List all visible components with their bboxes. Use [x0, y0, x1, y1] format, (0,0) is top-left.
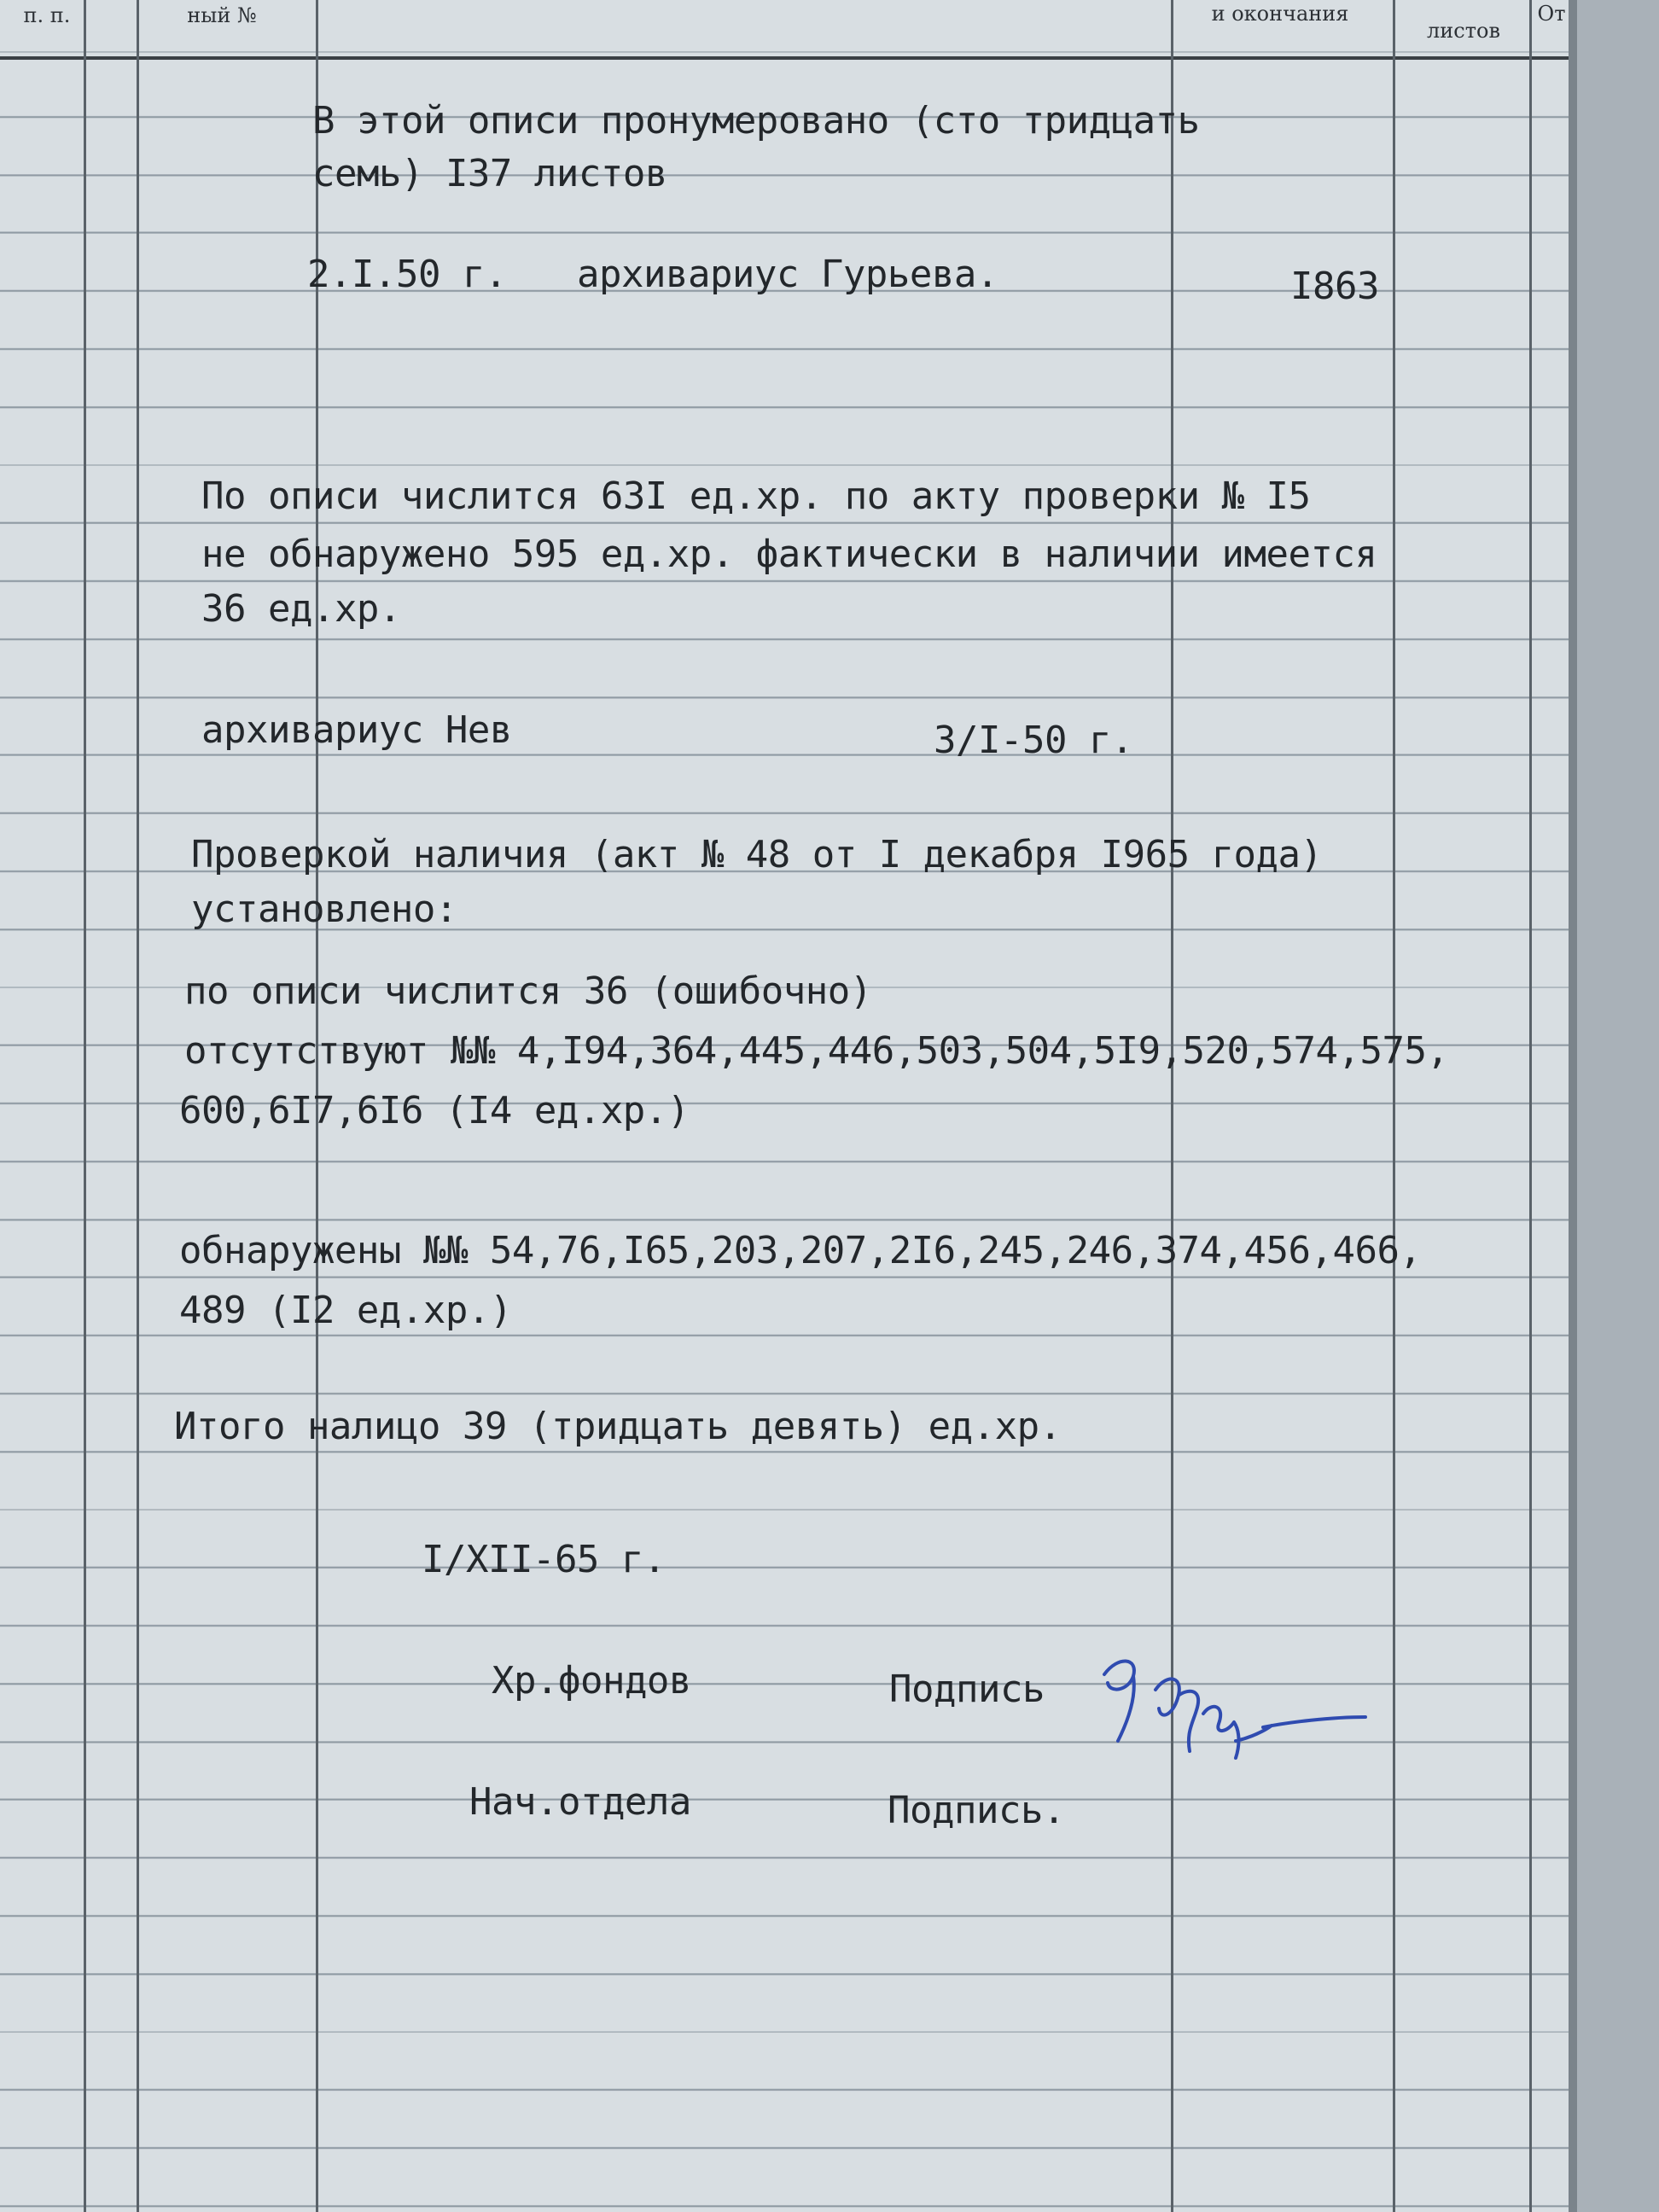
text-line-16: I/XII-65 г.: [422, 1538, 666, 1581]
page-edge: [1569, 0, 1659, 2212]
text-line-7-role: архивариус Нев: [201, 708, 512, 752]
text-line-6: 36 ед.хр.: [201, 587, 401, 631]
text-line-18-sign: Подпись.: [888, 1789, 1065, 1832]
header-rule: [0, 56, 1570, 60]
text-line-4: По описи числится 63I ед.хр. по акту проверки № I5: [201, 474, 1311, 518]
text-line-3-number: I863: [1290, 265, 1379, 308]
text-line-11: отсутствуют №№ 4,I94,364,445,446,503,504,5I9,520,574,575,: [184, 1029, 1449, 1073]
text-line-2: семь) I37 листов: [312, 152, 667, 195]
text-line-17-sign: Подпись: [889, 1668, 1045, 1711]
handwritten-signature: [1084, 1639, 1374, 1792]
text-line-18-role: Нач.отдела: [469, 1780, 691, 1824]
header-col-num: п. п.: [23, 3, 71, 27]
column-line-2: [137, 0, 139, 2212]
text-line-12: 600,6I7,6I6 (I4 ед.хр.): [179, 1089, 690, 1132]
column-line-1: [84, 0, 86, 2212]
text-line-7-date: 3/I-50 г.: [934, 719, 1133, 762]
text-line-5: не обнаружено 595 ед.хр. фактически в наличии имеется: [201, 533, 1377, 576]
text-line-15: Итого налицо 39 (тридцать девять) ед.хр.: [174, 1405, 1062, 1448]
header-col-edge: От: [1537, 2, 1566, 26]
header-col-dates: и окончания: [1211, 2, 1349, 26]
text-line-1: В этой описи пронумеровано (сто тридцать: [312, 99, 1200, 143]
column-line-4: [1171, 0, 1173, 2212]
header-col-sheets: листов: [1427, 19, 1500, 43]
column-line-5: [1393, 0, 1395, 2212]
text-line-13: обнаружены №№ 54,76,I65,203,207,2I6,245,246,374,456,466,: [179, 1229, 1422, 1272]
text-line-10: по описи числится 36 (ошибочно): [184, 969, 872, 1013]
text-line-3-date: 2.I.50 г.: [307, 253, 507, 296]
text-line-8: Проверкой наличия (акт № 48 от I декабря I965 года): [191, 833, 1323, 876]
text-line-3-role: архивариус Гурьева.: [577, 253, 998, 296]
text-line-9: установлено:: [191, 888, 457, 931]
text-line-17-role: Хр.фондов: [492, 1659, 691, 1703]
column-line-6: [1529, 0, 1532, 2212]
text-line-14: 489 (I2 ед.хр.): [179, 1289, 512, 1332]
header-col-index: ный №: [187, 3, 257, 27]
